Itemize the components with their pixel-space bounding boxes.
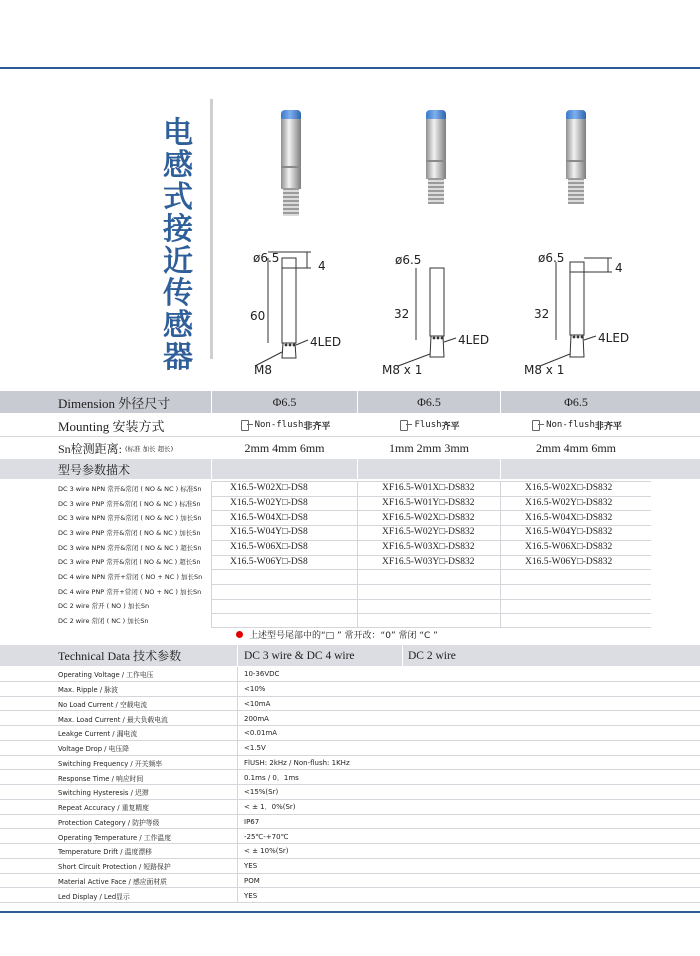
non-flush-icon — [530, 420, 544, 430]
model-row-label: DC 4 wire PNP 常开+常闭 ( NO + NC ) 加长Sn — [58, 587, 202, 596]
spec-row — [0, 874, 700, 889]
spec-row — [0, 726, 700, 741]
spec-label: Led Display / Led显示 — [58, 892, 130, 901]
sn-value-1: 2mm 4mm 6mm — [244, 440, 325, 455]
model-code-3: X16.5-W02X□-DS832 — [525, 483, 613, 494]
spec-value: <10mA — [244, 699, 271, 708]
model-code-1: X16.5-W02Y□-DS8 — [230, 498, 308, 509]
spec-row — [0, 682, 700, 697]
model-row-label: DC 3 wire NPN 常开&常闭 ( NO & NC ) 标准Sn — [58, 484, 202, 493]
drawing3-cap-length: 4 — [615, 261, 623, 275]
mounting-value-2: Flush 齐平 — [358, 414, 500, 436]
spec-value: <10% — [244, 685, 266, 694]
model-row — [0, 525, 700, 540]
spec-value: 10-36VDC — [244, 670, 280, 679]
spec-value: IP67 — [244, 817, 260, 826]
drawing3-length: 32 — [534, 307, 550, 321]
spec-label: Operating Temperature / 工作温度 — [58, 833, 171, 842]
spec-row — [0, 756, 700, 771]
model-row — [0, 613, 700, 628]
model-row — [0, 496, 700, 511]
non-flush-icon — [239, 420, 253, 430]
model-row — [0, 584, 700, 599]
model-row-label: DC 3 wire NPN 常开&常闭 ( NO & NC ) 超长Sn — [58, 543, 202, 552]
model-row — [0, 481, 700, 496]
dimension-row — [0, 391, 700, 413]
vertical-title: 电 感 式 接 近 传 感 器 — [163, 116, 193, 375]
spec-label: Material Active Face / 感应面材质 — [58, 877, 167, 886]
spec-label: Operating Voltage / 工作电压 — [58, 671, 154, 680]
drawing3-led: 4LED — [598, 331, 630, 345]
model-code-2 — [382, 584, 500, 599]
mounting-label: Mounting 安装方式 — [58, 418, 165, 434]
spec-label: Protection Category / 防护等级 — [58, 818, 160, 827]
spec-label: Short Circuit Protection / 短路保护 — [58, 863, 171, 872]
model-row — [0, 510, 700, 525]
model-row-label: DC 2 wire 常闭 ( NC ) 加长Sn — [58, 617, 149, 626]
drawing1-led: 4LED — [310, 335, 342, 349]
tech-header-row — [0, 645, 700, 666]
model-code-2: XF16.5-W03X□-DS832 — [382, 542, 475, 553]
spec-label: Voltage Drop / 电压降 — [58, 745, 130, 754]
model-code-3: X16.5-W04X□-DS832 — [525, 512, 613, 523]
model-code-1: X16.5-W04Y□-DS8 — [230, 527, 308, 538]
spec-row — [0, 667, 700, 682]
model-code-3: X16.5-W06X□-DS832 — [525, 542, 613, 553]
spec-label: Leakge Current / 漏电流 — [58, 730, 138, 739]
spec-value: <1.5V — [244, 744, 266, 753]
dimension-value-2: Φ6.5 — [417, 394, 441, 409]
model-code-3: X16.5-W04Y□-DS832 — [525, 527, 613, 538]
spec-label: Max. Load Current / 最大负载电流 — [58, 715, 168, 724]
dimension-label: Dimension 外径尺寸 — [58, 395, 171, 411]
model-row-label: DC 2 wire 常开 ( NO ) 加长Sn — [58, 602, 150, 611]
spec-label: Switching Frequency / 开关频率 — [58, 759, 163, 768]
spec-label: Max. Ripple / 脉波 — [58, 686, 118, 695]
mounting-value-1: Non-flush 非齐平 — [212, 414, 357, 436]
model-code-2: XF16.5-W03Y□-DS832 — [382, 556, 475, 567]
spec-value: POM — [244, 876, 260, 885]
model-code-1 — [230, 584, 357, 599]
model-code-2 — [382, 569, 500, 584]
sn-label: Sn检测距离: (标准 加长 超长) — [58, 441, 174, 456]
model-code-3 — [525, 569, 651, 584]
bottom-rule — [0, 911, 700, 913]
model-code-1 — [230, 599, 357, 614]
model-code-3 — [525, 613, 651, 628]
spec-row — [0, 888, 700, 903]
tech-col2: DC 2 wire — [408, 649, 456, 662]
spec-value: 200mA — [244, 714, 269, 723]
drawing3-diameter: ø6.5 — [538, 251, 565, 265]
spec-value: < ± 10%(Sr) — [244, 847, 289, 856]
model-code-3: X16.5-W06Y□-DS832 — [525, 556, 613, 567]
spec-value: YES — [244, 862, 258, 871]
drawing1-diameter: ø6.5 — [253, 251, 280, 265]
drawing1-thread: M8 — [254, 363, 272, 377]
spec-value: <15%(Sr) — [244, 788, 279, 797]
dimension-value-1: Φ6.5 — [272, 394, 297, 409]
model-code-1: X16.5-W02X□-DS8 — [230, 483, 308, 494]
model-row — [0, 540, 700, 555]
model-code-2: XF16.5-W02X□-DS832 — [382, 512, 475, 523]
model-row — [0, 569, 700, 584]
spec-label: Switching Hysteresis / 迟滞 — [58, 789, 149, 798]
mounting-value-3: Non-flush 非齐平 — [501, 414, 651, 436]
model-code-2 — [382, 613, 500, 628]
sn-value-3: 2mm 4mm 6mm — [535, 440, 616, 455]
model-code-1 — [230, 613, 357, 628]
tech-label: Technical Data 技术参数 — [58, 649, 182, 663]
spec-value: < ± 1．0%(Sr) — [244, 803, 296, 812]
spec-label: Response Time / 响应时间 — [58, 774, 144, 783]
model-code-3 — [525, 599, 651, 614]
spec-label: No Load Current / 空载电流 — [58, 700, 148, 709]
spec-row — [0, 785, 700, 800]
model-row — [0, 555, 700, 570]
drawing2-diameter: ø6.5 — [395, 253, 422, 267]
model-code-1: X16.5-W06Y□-DS8 — [230, 556, 308, 567]
model-row-label: DC 3 wire NPN 常开&常闭 ( NO & NC ) 加长Sn — [58, 514, 202, 523]
spec-value: <0.01mA — [244, 729, 278, 738]
spec-row — [0, 815, 700, 830]
model-row-label: DC 3 wire PNP 常开&常闭 ( NO & NC ) 标准Sn — [58, 499, 201, 508]
sn-row — [0, 437, 700, 459]
model-row-label: DC 3 wire PNP 常开&常闭 ( NO & NC ) 加长Sn — [58, 528, 201, 537]
spec-value: -25℃-+70℃ — [244, 832, 289, 841]
spec-row — [0, 829, 700, 844]
model-code-2: XF16.5-W02Y□-DS832 — [382, 527, 475, 538]
dimension-value-3: Φ6.5 — [564, 394, 588, 409]
spec-label: Repeat Accuracy / 重复精度 — [58, 804, 149, 813]
model-code-1 — [230, 569, 357, 584]
drawing1-cap-length: 4 — [318, 259, 326, 273]
model-code-1: X16.5-W06X□-DS8 — [230, 542, 308, 553]
spec-row — [0, 711, 700, 726]
drawing2-led: 4LED — [458, 333, 490, 347]
drawing2-thread: M8 x 1 — [382, 363, 423, 377]
spec-row — [0, 800, 700, 815]
model-code-1: X16.5-W04X□-DS8 — [230, 512, 308, 523]
model-code-2 — [382, 599, 500, 614]
model-code-2: XF16.5-W01X□-DS832 — [382, 483, 475, 494]
model-row — [0, 599, 700, 614]
model-row-label: DC 3 wire PNP 常开&常闭 ( NO & NC ) 超长Sn — [58, 558, 201, 567]
spec-value: FlUSH: 2kHz / Non-flush: 1KHz — [244, 758, 350, 767]
flush-icon — [398, 420, 412, 430]
model-code-2: XF16.5-W01Y□-DS832 — [382, 498, 475, 509]
tech-col1: DC 3 wire & DC 4 wire — [244, 649, 355, 662]
spec-label: Temperature Drift / 温度漂移 — [58, 848, 152, 857]
drawing2-length: 32 — [394, 307, 410, 321]
model-suffix-note: 上述型号尾部中的“□ ” 常开改：“0” 常闭 “C ” — [236, 628, 438, 641]
bullet-dot-icon — [236, 631, 243, 638]
spec-value: YES — [244, 891, 258, 900]
mounting-row — [0, 414, 700, 436]
model-code-3 — [525, 584, 651, 599]
dimension-drawings — [0, 0, 700, 390]
spec-row — [0, 770, 700, 785]
sn-value-2: 1mm 2mm 3mm — [388, 440, 469, 455]
drawing3-thread: M8 x 1 — [524, 363, 565, 377]
spec-row — [0, 697, 700, 712]
spec-row — [0, 741, 700, 756]
model-header-row — [0, 459, 700, 479]
spec-row — [0, 844, 700, 859]
spec-value: 0.1ms / 0．1ms — [244, 773, 299, 782]
model-row-label: DC 4 wire NPN 常开+常闭 ( NO + NC ) 加长Sn — [58, 573, 203, 582]
model-code-3: X16.5-W02Y□-DS832 — [525, 498, 613, 509]
spec-row — [0, 859, 700, 874]
drawing1-length: 60 — [250, 309, 266, 323]
model-header: 型号参数描术 — [58, 462, 131, 477]
